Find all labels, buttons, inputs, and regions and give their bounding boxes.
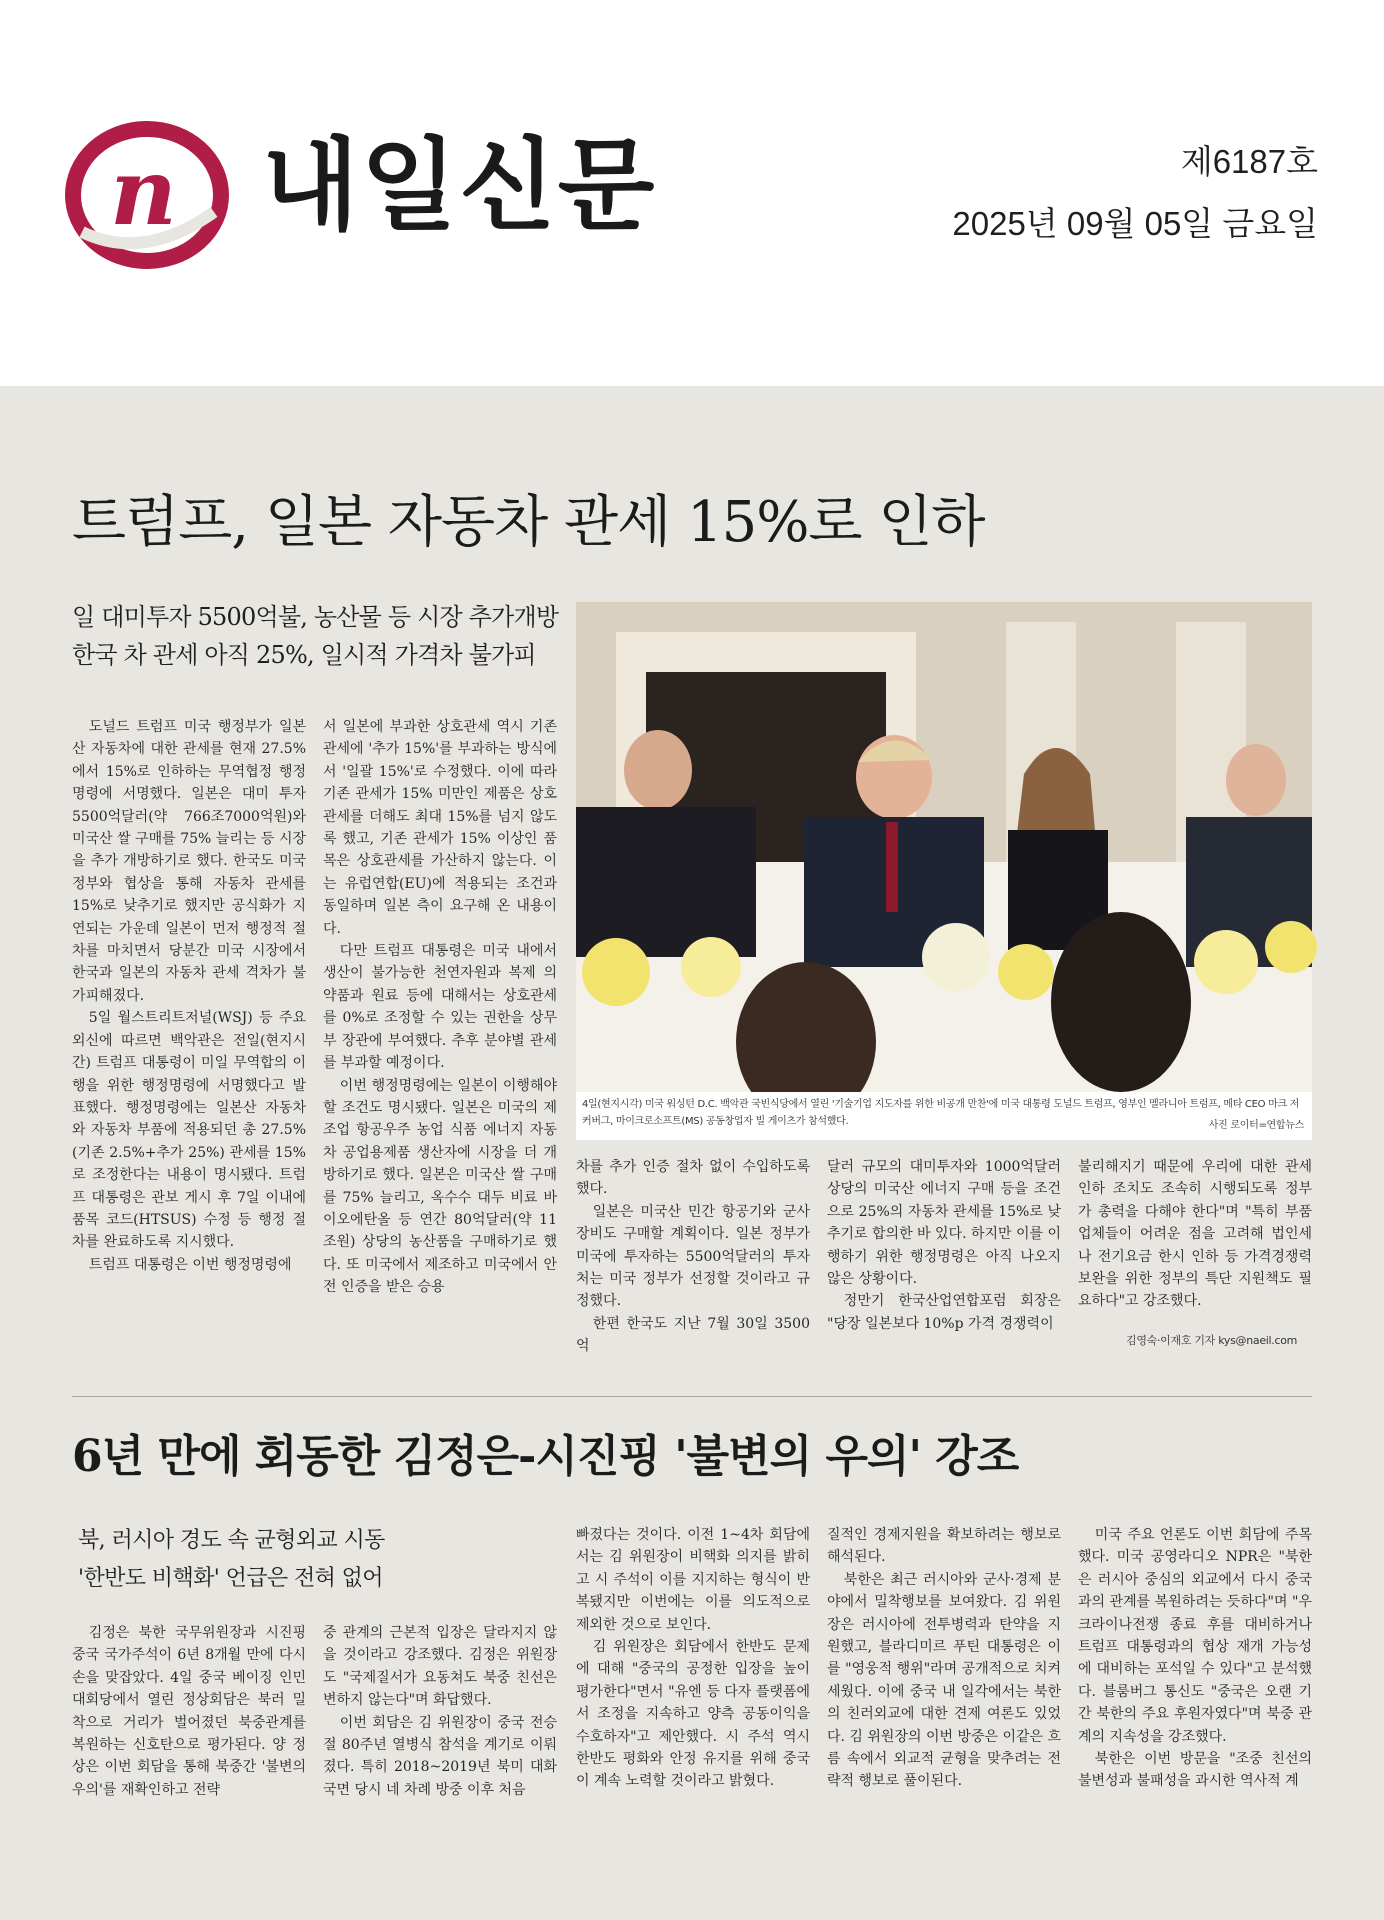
article1-paragraph: 도널드 트럼프 미국 행정부가 일본산 자동차에 대한 관세를 현재 27.5%에서 15%로 인하하는 무역협정 행정명령에 서명했다. 일본은 대미 투자 5500억달러(약 766조7000억원)와 미국산 쌀 구매를 75% 늘리는 등 시장을 추가 개방하기로 했다. 한국도 미국 정부와 협상을 통해 자동차 관세를 15%로 낮추기로 했지만 공식화가 지연되는 가운데 일본이 먼저 행정적 절차를 마치면서 당분간 미국 시장에서 한국과 일본의 자동차 관세 격차가 불가피해졌다. <box>72 719 306 1004</box>
article1-subhead-1: 일 대미투자 5500억불, 농산물 등 시장 추가개방 <box>72 603 559 631</box>
article2-paragraph: 미국 주요 언론도 이번 회담에 주목했다. 미국 공영라디오 NPR은 "북한은 러시아 중심의 외교에서 다시 중국과의 관계를 복원하려는 듯하다"며 "우크라이나전쟁 종료 후를 대비하거나 트럼프 대통령과의 협상 재개 가능성에 대비하는 포석일 수 있다"고 분석했다. 블룸버그 통신도 "중국은 오랜 기간 북한의 주요 후원자였다"며 북중 관계의 지속성을 강조했다. <box>1078 1527 1312 1745</box>
article2-paragraph: 김 위원장은 회담에서 한반도 문제에 대해 "중국의 공정한 입장을 높이 평가한다"면서 "유엔 등 다자 플랫폼에서 조정을 지속하고 양측 공동이익을 수호하자"고 제안했다. 시 주석 역시 한반도 평화와 안정 유지를 위해 중국이 계속 노력할 것이라고 밝혔다. <box>576 1639 810 1790</box>
article-divider <box>72 1396 1312 1397</box>
article2-column-4 <box>827 1524 1062 1790</box>
logo-letter: n <box>110 138 177 246</box>
article2-column-3 <box>576 1524 810 1790</box>
article2-subhead-2: '한반도 비핵화' 언급은 전혀 없어 <box>78 1566 383 1591</box>
article1-paragraph: 트럼프 대통령은 이번 행정명령에 <box>88 1256 292 1273</box>
issue-number: 제6187호 <box>1180 143 1318 180</box>
article1-column-4 <box>827 1156 1061 1372</box>
article2-headline: 6년 만에 회동한 김정은-시진핑 '불변의 우의' 강조 <box>72 1431 1019 1482</box>
photo-credit: 사진 로이터=연합뉴스 <box>1208 1120 1304 1131</box>
article2-paragraph: 김정은 북한 국무위원장과 시진핑 중국 국가주석이 6년 8개월 만에 다시 손을 맞잡았다. 4일 중국 베이징 인민대회당에서 열린 정상회담은 북러 밀착으로 거리가 벌어졌던 북중관계를 복원하는 신호탄으로 평가된다. 양 정상은 이번 회담을 통해 북중간 '불변의 우의'를 재확인하고 전략 <box>72 1625 306 1798</box>
naeil-logo-icon <box>64 112 230 274</box>
article2-column-2 <box>323 1622 557 1798</box>
article1-paragraph: 이번 행정명령에는 일본이 이행해야 할 조건도 명시됐다. 일본은 미국의 제조업 항공우주 농업 식품 에너지 자동차 공업용제품 생산자에 시장을 더 개방하기로 했다. 일본은 미국산 쌀 구매를 75% 늘리고, 옥수수 대두 비료 바이오에탄올 등 연간 80억달러(약 11조원) 상당의 농산품을 구매하기로 했다. 또 미국에서 제조하고 미국에서 안전 인증을 받은 승용 <box>323 1077 557 1296</box>
dinner-scene-image <box>576 602 1312 1092</box>
article2-paragraph: 빠졌다는 것이다. 이전 1~4차 회담에서는 김 위원장이 비핵화 의지를 밝히고 시 주석이 이를 지지하는 형식이 반복됐지만 이번에는 이를 의도적으로 제외한 것으로 보인다. <box>576 1527 810 1633</box>
article1-paragraph: 5일 월스트리트저널(WSJ) 등 주요 외신에 따르면 백악관은 전일(현지시간) 트럼프 대통령이 미일 무역합의 이행을 위한 행정명령에 서명했다고 발표했다. 행정명령에는 일본산 자동차와 자동차 부품에 적용되던 총 27.5%(기존 2.5%+추가 25%) 관세를 15%로 조정한다는 내용이 명시됐다. 트럼프 대통령은 관보 게시 후 7일 이내에 품목 코드(HTSUS) 수정 등 행정 절차를 완료하도록 지시했다. <box>72 1010 306 1251</box>
article2-column-1 <box>72 1622 306 1798</box>
article1-paragraph: 달러 규모의 대미투자와 1000억달러 상당의 미국산 에너지 구매 등을 조건으로 25%의 자동차 관세를 15%로 낮추기로 합의한 바 있다. 하지만 이를 이행하기 위한 행정명령은 아직 나오지 않은 상황이다. <box>827 1159 1062 1288</box>
article2-paragraph: 중 관계의 근본적 입장은 달라지지 않을 것이라고 강조했다. 김정은 위원장도 "국제질서가 요동쳐도 북중 친선은 변하지 않는다"며 화답했다. <box>323 1625 557 1709</box>
issue-date: 2025년 09월 05일 금요일 <box>952 205 1318 242</box>
newspaper-page <box>0 386 1384 1920</box>
article2-paragraph: 북한은 이번 방문을 "조중 친선의 불변성과 불패성을 과시한 역사적 계 <box>1078 1751 1312 1790</box>
article1-column-5 <box>1078 1156 1312 1326</box>
article2-paragraph: 질적인 경제지원을 확보하려는 행보로 해석된다. <box>827 1527 1061 1566</box>
article2-paragraph: 북한은 최근 러시아와 군사·경제 분야에서 밀착행보를 보여왔다. 김 위원장은 러시아에 전투병력과 탄약을 지원했고, 블라디미르 푸틴 대통령은 이를 "영웅적 행위"라며 공개적으로 치켜세웠다. 이에 중국 내 일각에서는 북한의 친러외교에 대한 견제 여론도 있었다. 김 위원장의 이번 방중은 이같은 흐름 속에서 외교적 균형을 맞추려는 전략적 행보로 풀이된다. <box>827 1571 1062 1790</box>
article1-paragraph: 일본은 미국산 민간 항공기와 군사장비도 구매할 계획이다. 일본 정부가 미국에 투자하는 5500억달러의 투자처는 미국 정부가 선정할 것이라고 규정했다. <box>576 1203 810 1310</box>
article1-paragraph: 불리해지기 때문에 우리에 대한 관세 인하 조치도 조속히 시행되도록 정부가 총력을 다해야 한다"며 "특히 부품업체들이 어려운 점을 고려해 법인세나 전기요금 한시 인하 등 가격경쟁력 보완을 위한 정부의 특단 지원책도 필요하다"고 강조했다. <box>1078 1159 1312 1310</box>
masthead <box>0 0 1384 386</box>
article2-column-5 <box>1078 1524 1312 1790</box>
issue-info <box>952 142 1318 244</box>
photo-caption <box>576 1092 1312 1140</box>
article1-photo <box>576 602 1312 1092</box>
article1-paragraph: 다만 트럼프 대통령은 미국 내에서 생산이 불가능한 천연자원과 복제 의약품과 원료 등에 대해서는 상호관세를 0%로 조정할 수 있는 권한을 상무부 장관에 부여했다. 추후 분야별 관세를 부과할 예정이다. <box>323 943 557 1072</box>
article2-subheads <box>78 1522 385 1598</box>
photo-caption-text: 4일(현지시각) 미국 워싱턴 D.C. 백악관 국빈식당에서 열린 '기술기업 지도자를 위한 비공개 만찬'에 미국 대통령 도널드 트럼프, 영부인 멜라니아 트럼프, 메타 CEO 마크 저커버그, 마이크로소프트(MS) 공동창업자 빌 게이츠가 참석했다. <box>582 1099 1300 1127</box>
article1-paragraph: 차를 추가 인증 절차 없이 수입하도록 했다. <box>576 1159 810 1198</box>
article1-byline: 김영숙·이재호 기자 kys@naeil.com <box>1126 1334 1298 1347</box>
article1-subheads <box>72 598 558 674</box>
article1-paragraph: 한편 한국도 지난 7월 30일 3500억 <box>576 1315 810 1355</box>
article1-column-3 <box>576 1156 810 1372</box>
newspaper-name: 내일신문 <box>262 127 657 244</box>
article2-subhead-1: 북, 러시아 경도 속 균형외교 시동 <box>78 1528 385 1553</box>
article1-headline: 트럼프, 일본 자동차 관세 15%로 인하 <box>72 490 985 555</box>
article1-subhead-2: 한국 차 관세 아직 25%, 일시적 가격차 불가피 <box>72 641 536 669</box>
article1-paragraph: 서 일본에 부과한 상호관세 역시 기존 관세에 '추가 15%'를 부과하는 방식에서 '일괄 15%'로 수정했다. 이에 따라 기존 관세가 15% 미만인 제품은 상호관세를 더해도 최대 15%를 넘지 않도록 했고, 기존 관세가 15% 이상인 품목은 상호관세를 가산하지 않는다. 이는 유럽연합(EU)에 적용되는 조건과 동일하며 일본 측이 요구해 온 내용이다. <box>323 719 557 937</box>
article1-paragraph: 정만기 한국산업연합포럼 회장은 "당장 일본보다 10%p 가격 경쟁력이 <box>827 1293 1061 1332</box>
article1-column-2 <box>323 716 557 1372</box>
article1-column-1 <box>72 716 306 1372</box>
article2-paragraph: 이번 회담은 김 위원장이 중국 전승절 80주년 열병식 참석을 계기로 이뤄졌다. 특히 2018~2019년 북미 대화 국면 당시 네 차례 방중 이후 처음 <box>323 1714 557 1798</box>
